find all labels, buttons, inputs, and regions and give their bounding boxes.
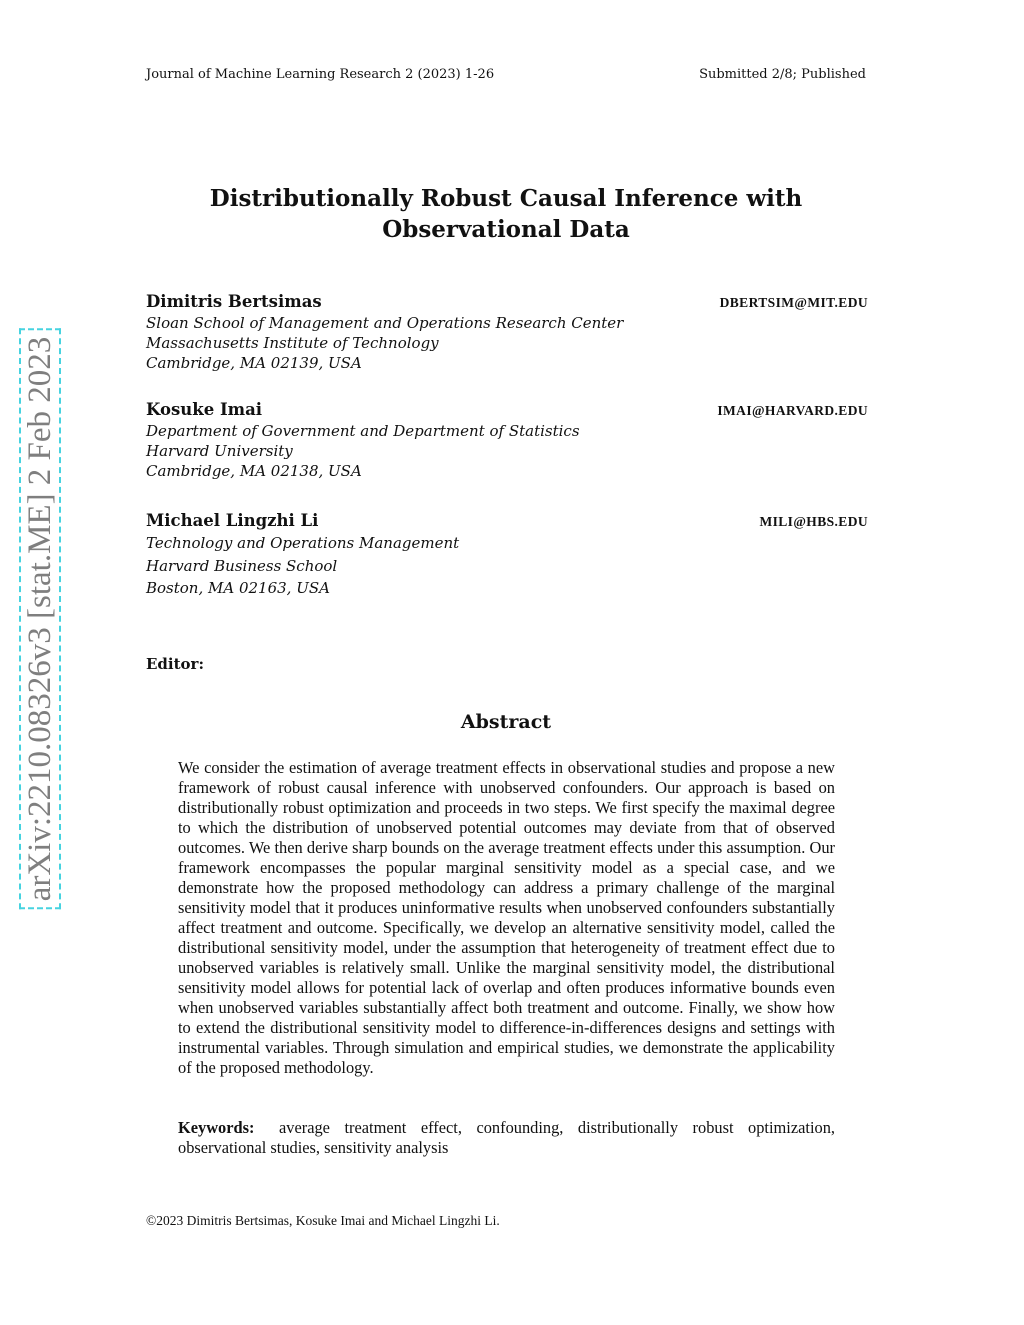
journal-header: Journal of Machine Learning Research 2 (2023) 1-26 — [146, 67, 495, 82]
keywords-paragraph — [178, 1118, 835, 1158]
abstract-heading: Abstract — [460, 711, 552, 733]
author-affiliation-line: Massachusetts Institute of Technology — [146, 334, 439, 352]
submission-info: Submitted 2/8; Published — [699, 67, 866, 82]
arxiv-stamp-wrapper — [20, 320, 60, 918]
author-affiliation-line: Department of Government and Department of Statistics — [146, 422, 580, 440]
arxiv-stamp[interactable]: arXiv:2210.08326v3 [stat.ME] 2 Feb 2023 — [19, 329, 61, 910]
author-affiliation-line: Sloan School of Management and Operations Research Center — [146, 314, 624, 332]
author-affiliation-line: Technology and Operations Management — [146, 534, 460, 552]
author-name: Kosuke Imai — [146, 400, 263, 419]
author-affiliation-line: Cambridge, MA 02138, USA — [146, 462, 362, 480]
author-email[interactable]: MILI@HBS.EDU — [759, 514, 868, 529]
author-block — [146, 291, 868, 373]
author-affiliation-line: Cambridge, MA 02139, USA — [146, 354, 362, 372]
paper-title: Distributionally Robust Causal Inference with Observational Data — [209, 185, 803, 243]
author-email[interactable]: IMAI@HARVARD.EDU — [717, 403, 868, 418]
author-affiliation-line: Harvard Business School — [146, 556, 338, 575]
author-name: Dimitris Bertsimas — [146, 292, 322, 311]
abstract-text: We consider the estimation of average treatment effects in observational studies and propose a new framework of robust causal inference with unobserved confounders. Our approach is based on distributionally robust optimization and proceeds in two steps. We first specify the maximal degree to which the distribution of unobserved potential outcomes may deviate from that of observed outcomes. We then derive sharp bounds on the average treatment effects under this assumption. Our framework encompasses the popular marginal sensitivity model as a special case, and we demonstrate how the proposed methodology can address a primary challenge of the marginal sensitivity model that it produces uninformative results when unobserved confounders substantially affect treatment and outcome. Specifically, we develop an alternative sensitivity model, called the distributional sensitivity model, under the assumption that heterogeneity of treatment effect due to unobserved variables is relatively small. Unlike the marginal sensitivity model, the distributional sensitivity model allows for potential lack of overlap and often produces informative bounds even when unobserved variables substantially affect both treatment and outcome. Finally, we show how to extend the distributional sensitivity model to difference-in-differences designs and settings with instrumental variables. Through simulation and empirical studies, we demonstrate the applicability of the proposed methodology. — [178, 758, 835, 1077]
keywords-label: Keywords: — [178, 1118, 255, 1137]
editor-label: Editor: — [146, 655, 204, 673]
author-affiliation-line: Boston, MA 02163, USA — [146, 579, 330, 597]
author-name: Michael Lingzhi Li — [146, 511, 319, 530]
author-email[interactable]: DBERTSIM@MIT.EDU — [719, 295, 868, 310]
author-affiliation-line: Harvard University — [146, 442, 293, 460]
author-block — [146, 399, 868, 481]
author-block — [146, 510, 868, 600]
copyright-notice: ©2023 Dimitris Bertsimas, Kosuke Imai and Michael Lingzhi Li. — [146, 1213, 500, 1228]
keywords-text: average treatment effect, confounding, distributionally robust optimization, observational studies, sensitivity analysis — [178, 1118, 835, 1157]
